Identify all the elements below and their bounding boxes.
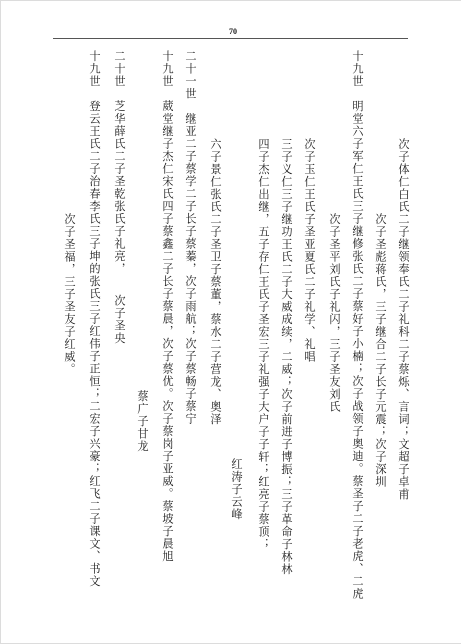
text-column-8: 红涛子云峰 — [230, 458, 243, 521]
text-column-3: 十九世 明堂六子军仁王氏三子继修张氏二子蔡好子小楠；次子战领子奥迪。蔡圣子二子老虎、二虎 — [351, 50, 364, 600]
text-column-13: 二十世 芝华薛氏二子圣乾张氏子礼亮， 次子圣央 — [113, 50, 126, 345]
page-frame-top — [0, 0, 461, 1]
text-column-15: 次子圣福，三子圣友子红威。 — [63, 213, 76, 376]
text-column-6: 三子义仁三子继功王氏二子大威成续，二威；次子前进子博振；三子革命子林林 — [280, 138, 293, 576]
header-rule — [53, 38, 408, 39]
text-column-4: 次子圣平刘氏子礼闪，三子圣友刘氏 — [328, 213, 341, 413]
text-column-9: 六子景仁张氏二子圣卫子蔡董，蔡水二子营龙、奥泽 — [209, 138, 222, 426]
text-column-2: 次子圣彪蒋氏，三子继合二子长子元震；次子深圳 — [374, 213, 387, 488]
page-number: 70 — [229, 27, 237, 36]
text-column-5: 次子玉仁王氏子圣亚夏氏二子礼学、礼唱 — [303, 138, 316, 363]
text-column-11: 十九世 葳堂继子杰仁宋氏四子蔡鑫二子长子蔡晨，次子蔡优。次子蔡岗子亚威。蔡坡子晨旭 — [161, 50, 174, 563]
text-column-1: 次子体仁白氏二子继领奉氏二子礼科二子蔡烁、言词；文超子卓甫 — [397, 138, 410, 501]
page-frame-left — [0, 0, 1, 644]
text-column-12: 蔡广子甘龙 — [136, 390, 149, 453]
text-column-14: 十九世 登云王氏二子治春李氏三子坤的张氏三子红伟子正恒；二宏子兴豪；红飞二子课文、书文 — [88, 50, 101, 588]
text-column-10: 二十一世 继亚二子蔡学二子长子蔡蓁，次子雨航；次子蔡畅子蔡宁 — [184, 50, 197, 425]
text-column-7: 四子杰仁出继，五子存仁王氏子圣宏三子礼强子大户子子轩；红亮子蔡顶； — [257, 138, 270, 551]
